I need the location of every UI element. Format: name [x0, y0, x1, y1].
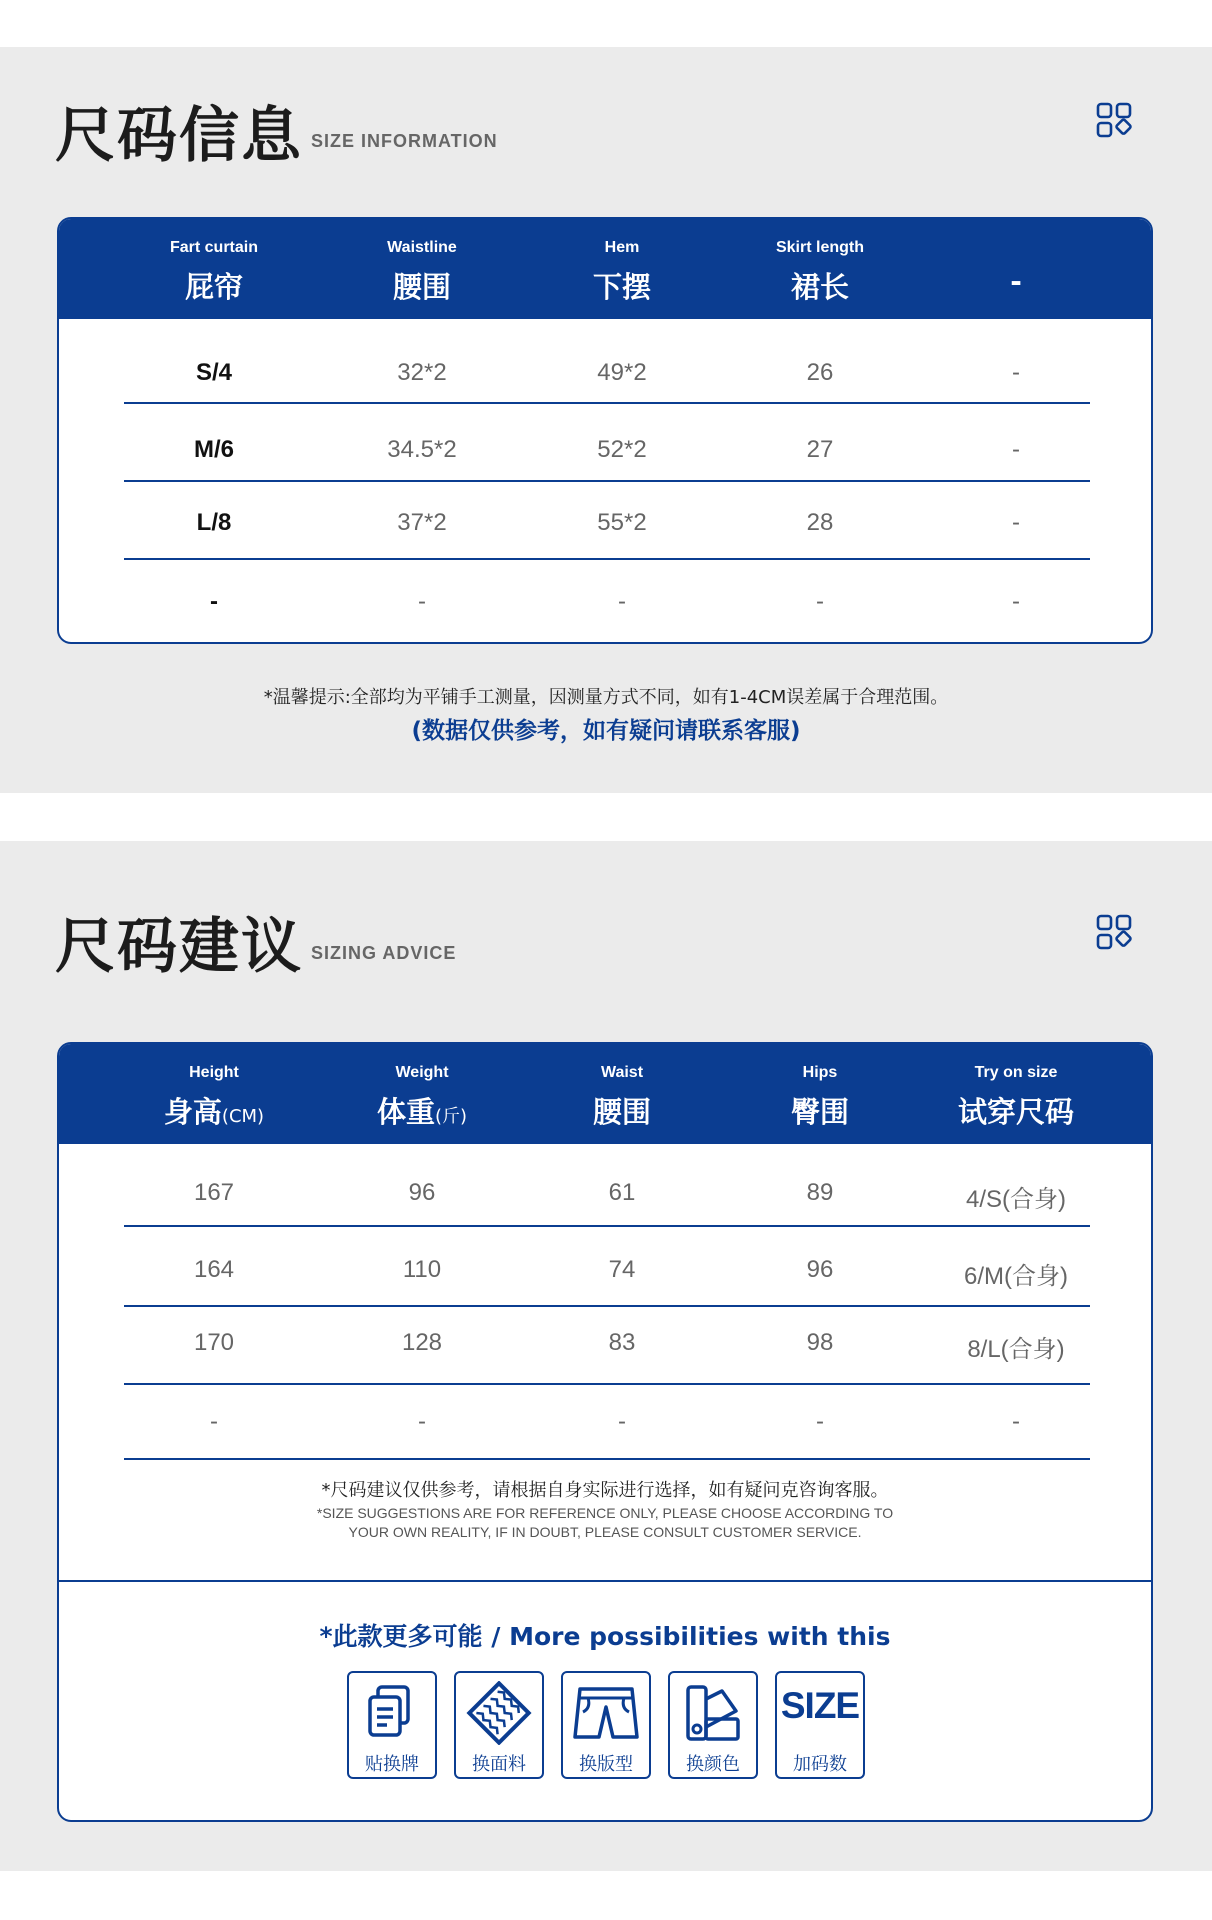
sizing-tip-en: *SIZE SUGGESTIONS ARE FOR REFERENCE ONLY, PLEASE CHOOSE ACCORDING TO YOUR OWN REALITY, IF IN DOUBT, PLEASE CONSULT CUSTOMER SERVICE. — [316, 1505, 894, 1540]
section-divider — [59, 1580, 1151, 1582]
grid-icon — [1096, 102, 1132, 138]
row-divider — [124, 1225, 1090, 1227]
header-skirt-length: Skirt length 裙长 — [775, 239, 864, 304]
tag-swap-icon — [349, 1681, 435, 1745]
size-icon: SIZE — [780, 1685, 860, 1726]
sizing-advice-table-header — [59, 1044, 1151, 1144]
reference-note: (数据仅供参考，如有疑问请联系客服) — [411, 718, 801, 744]
grid-icon — [1096, 914, 1132, 950]
header-fart-curtain: Fart curtain 屁帘 — [169, 239, 258, 304]
sizing-tip-cn: *尺码建议仅供参考，请根据自身实际进行选择，如有疑问克咨询客服。 — [321, 1480, 889, 1501]
sizing-advice-subtitle: SIZING ADVICE — [311, 943, 457, 963]
shorts-icon — [563, 1681, 649, 1745]
size-info-title: 尺码信息 — [55, 101, 303, 171]
more-possibilities-title: *此款更多可能 / More possibilities with this — [319, 1622, 891, 1651]
feature-tag-swap: 贴换牌 — [347, 1671, 437, 1779]
color-swatch-icon — [670, 1681, 756, 1745]
header-height: Height 身高(CM) — [163, 1064, 265, 1129]
header-weight: Weight 体重(斤) — [376, 1064, 468, 1129]
header-empty: - — [1010, 265, 1022, 298]
header-waistline: Waistline 腰围 — [387, 239, 457, 304]
fabric-icon — [456, 1681, 542, 1745]
size-info-table-header — [59, 219, 1151, 319]
header-try-on-size: Try on size 试穿尺码 — [957, 1064, 1074, 1129]
row-divider — [124, 480, 1090, 482]
sizing-advice-table: Height 身高(CM) Weight 体重(斤) Waist 腰围 Hips 臀围 Try on size 试穿尺码 167 96 61 89 4/S(合身) 164 110 74 96 6/M(合身) 170 128 83 98 8/L(合身) - - - - - *尺码建议仅供参考，请根据自身实际进行选择，如有疑问克咨询客服。 *SIZE SUGGESTIONS ARE FOR REFERENCE ONLY, PLEASE CHOOSE ACCORDING TO YOUR OWN REALITY, IF IN DOUBT, PLEASE CONSULT CUSTOMER SERVICE. *此款更多可能 / More possibilities with this 贴换牌 换面料 换版型 换颜色 SIZE 加码数 — [57, 1042, 1153, 1822]
feature-size: SIZE 加码数 — [775, 1671, 865, 1779]
row-divider — [124, 1383, 1090, 1385]
row-divider — [124, 402, 1090, 404]
header-waist: Waist 腰围 — [592, 1064, 651, 1129]
row-divider — [124, 1305, 1090, 1307]
size-info-subtitle: SIZE INFORMATION — [311, 131, 498, 151]
row-divider — [124, 558, 1090, 560]
feature-fabric: 换面料 — [454, 1671, 544, 1779]
size-info-table: Fart curtain 屁帘 Waistline 腰围 Hem 下摆 Skirt length 裙长 - S/4 32*2 49*2 26 - M/6 34.5*2 52*2 27 - L/8 37*2 55*2 28 - - - - - - — [57, 217, 1153, 644]
row-divider — [124, 1458, 1090, 1460]
header-hem: Hem 下摆 — [592, 239, 651, 304]
sizing-advice-title: 尺码建议 — [55, 912, 303, 982]
feature-shape: 换版型 — [561, 1671, 651, 1779]
header-hips: Hips 臀围 — [790, 1064, 849, 1129]
feature-color: 换颜色 — [668, 1671, 758, 1779]
measurement-note: *温馨提示:全部均为平铺手工测量，因测量方式不同，如有1-4CM误差属于合理范围。 — [263, 687, 949, 708]
